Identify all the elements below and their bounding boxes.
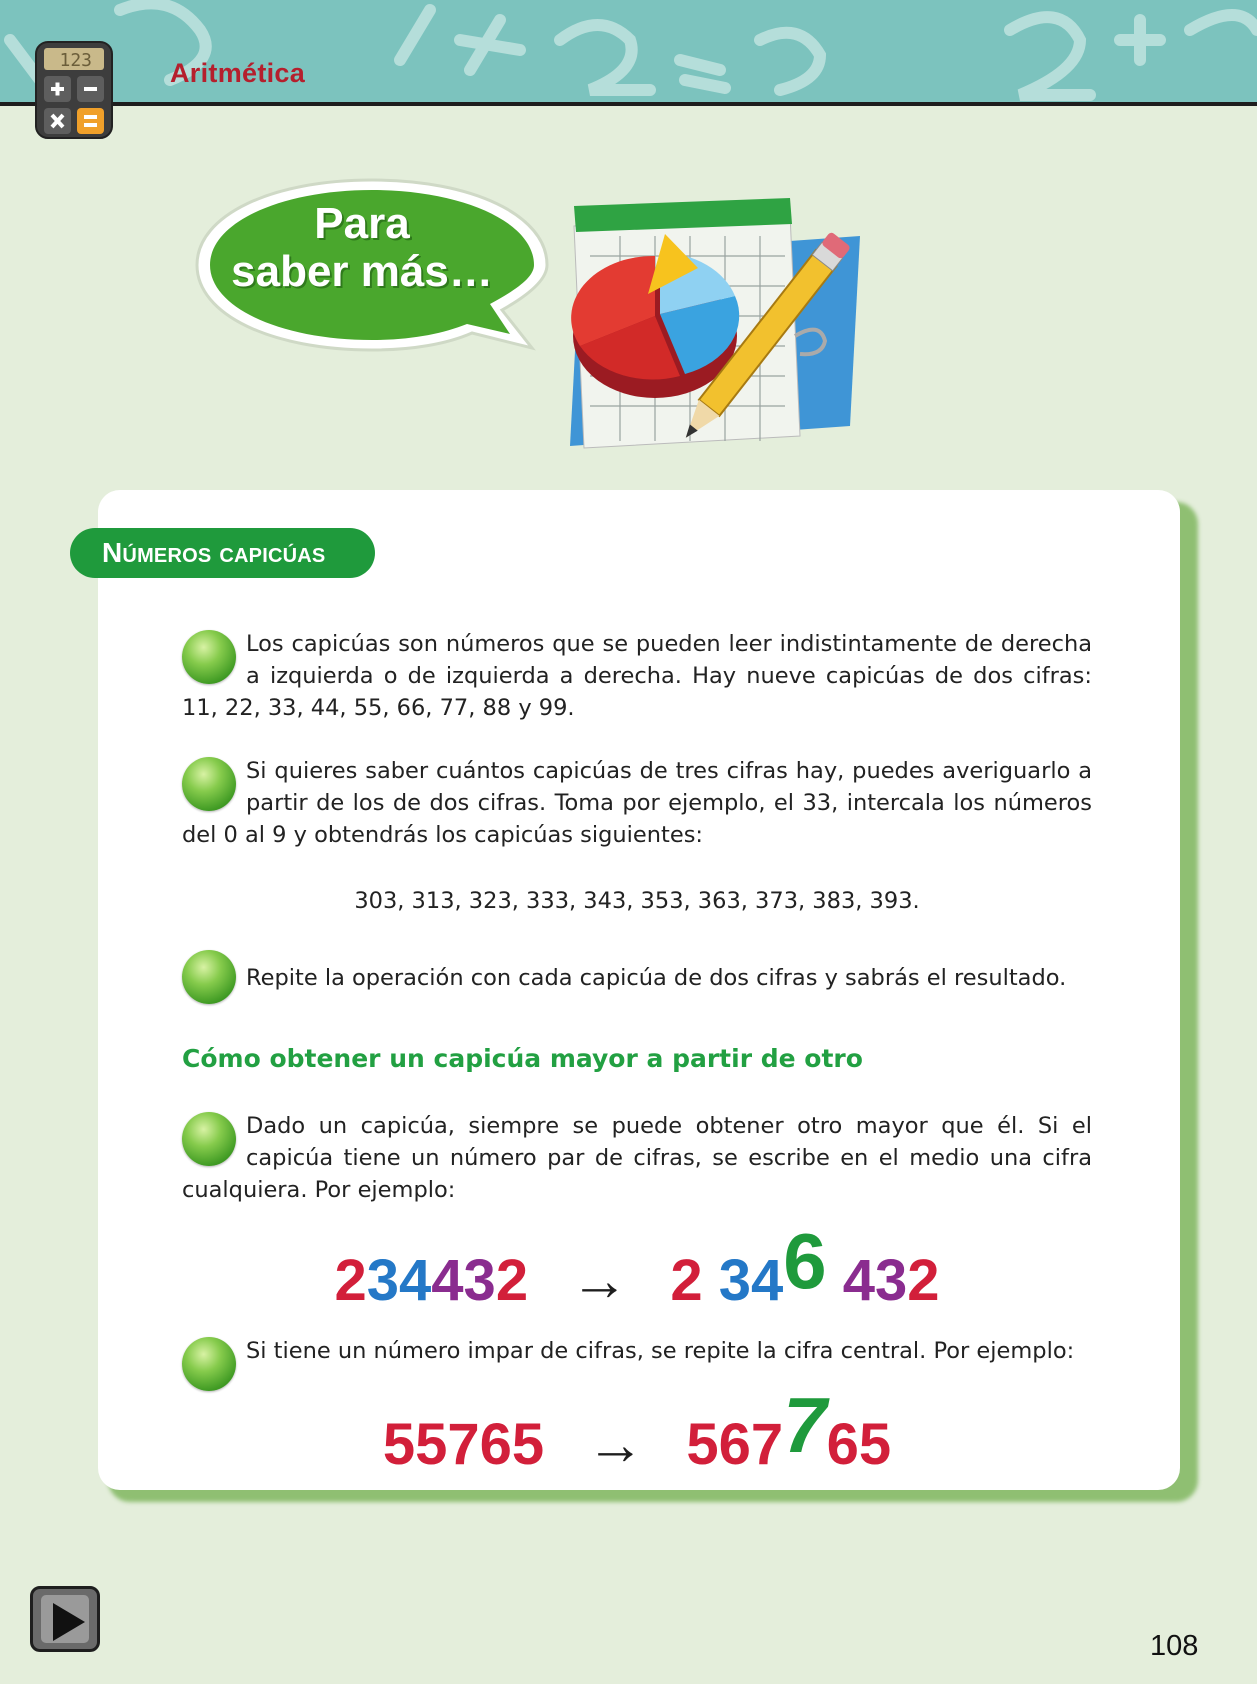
arrow-icon: → <box>586 1412 645 1477</box>
bullet-ball-icon <box>182 1112 236 1166</box>
example-even-to: 2 346 432 <box>670 1217 940 1313</box>
pie-chart-illustration <box>560 196 880 476</box>
paragraph-three-digits <box>182 755 1092 851</box>
bullet-ball-icon <box>182 757 236 811</box>
bullet-ball-icon <box>182 630 236 684</box>
three-digit-list: 303, 313, 323, 333, 343, 353, 363, 373, 383, 393. <box>354 888 920 914</box>
section-title: Aritmética <box>170 58 306 88</box>
header-band <box>0 0 1257 106</box>
bubble-text <box>222 200 502 296</box>
paragraph-text: Los capicúas son números que se pueden leer indistintamente de derecha a izquierda o de izquierda a derecha. Hay nueve capicúas de dos cifras: 11, 22, 33, 44, 55, 66, 77, 88 y 99. <box>182 631 1092 721</box>
play-button[interactable] <box>30 1586 100 1652</box>
paragraph-text: Repite la operación con cada capicúa de dos cifras y sabrás el resultado. <box>246 965 1067 991</box>
play-icon <box>49 1601 87 1643</box>
example-odd-to: 567765 <box>686 1381 892 1477</box>
paragraph-even-digits <box>182 1110 1092 1206</box>
paragraph-text: Dado un capicúa, siempre se puede obtener otro mayor que él. Si el capicúa tiene un número par de cifras, se escribe en el medio una cifra cualquiera. Por ejemplo: <box>182 1113 1092 1203</box>
paragraph-text: Si quieres saber cuántos capicúas de tres cifras hay, puedes averiguarlo a partir de los de dos cifras. Toma por ejemplo, el 33, intercala los números del 0 al 9 y obtendrás los capicúas siguientes: <box>182 758 1092 848</box>
bubble-line-1: Para <box>314 199 410 248</box>
arrow-icon: → <box>570 1248 629 1313</box>
page-number: 108 <box>1150 1630 1199 1662</box>
card-label: Números capicúas <box>70 528 375 578</box>
bullet-ball-icon <box>182 950 236 1004</box>
example-even-from: 234432 <box>334 1248 529 1313</box>
example-odd <box>182 1381 1092 1483</box>
paragraph-definition <box>182 628 1092 724</box>
paragraph-odd-digits <box>182 1335 1092 1391</box>
bubble-line-2: saber más… <box>231 247 493 296</box>
example-even <box>182 1217 1092 1319</box>
paragraph-text: Si tiene un número impar de cifras, se repite la cifra central. Por ejemplo: <box>246 1338 1075 1364</box>
paragraph-repeat <box>182 948 1092 1008</box>
example-odd-from: 55765 <box>382 1412 545 1477</box>
calculator-icon <box>34 40 114 140</box>
subheading: Cómo obtener un capicúa mayor a partir de otro <box>182 1044 863 1073</box>
bullet-ball-icon <box>182 1337 236 1391</box>
svg-text:123: 123 <box>59 50 92 71</box>
